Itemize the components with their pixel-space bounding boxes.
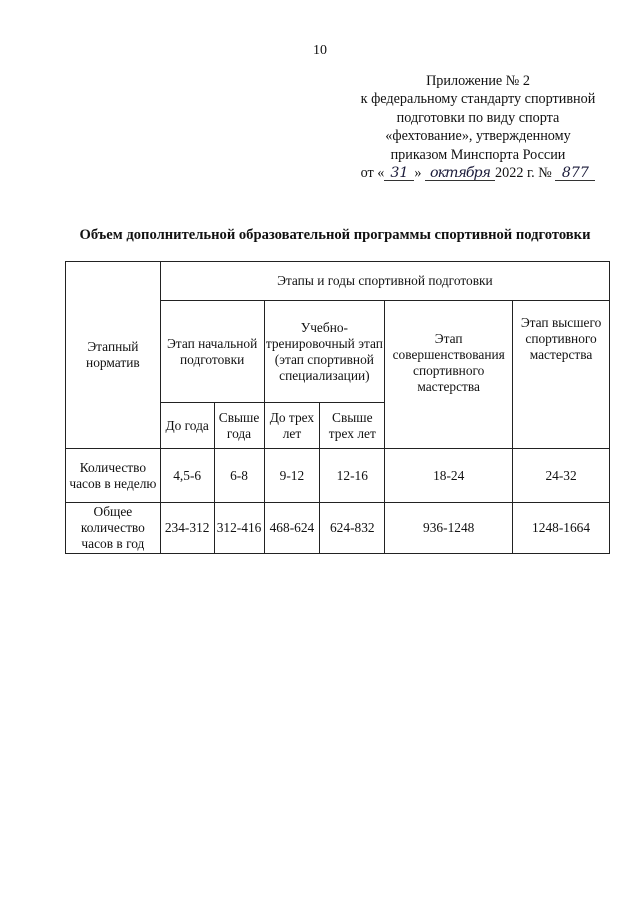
appendix-line-1: Приложение № 2 [426,73,530,89]
handwritten-order-number: 877 [555,166,595,181]
table-cell: 18-24 [385,449,513,503]
sub-training-up-to-3: До трех лет [264,403,320,449]
table-cell: 234-312 [160,503,214,554]
date-mid: » [414,165,422,182]
group-header-cell: Этапы и годы спортивной подготовки [160,262,609,301]
table-cell: 1248-1664 [513,503,610,554]
stage-training-header: Учебно-тренировочный этап (этап спортивной специализации) [264,301,385,403]
appendix-line-3: подготовки по виду спорта [396,109,560,126]
page-number: 10 [313,43,327,58]
table-cell: 9-12 [264,449,320,503]
table-cell: 624-832 [320,503,385,554]
table-cell: 24-32 [513,449,610,503]
handwritten-day: 31 [384,166,414,181]
row-label: Количество часов в неделю [66,449,161,503]
row-header-cell: Этапный норматив [66,262,161,449]
appendix-line-4: «фехтование», утвержденному [385,128,571,145]
handwritten-month: октября [425,166,495,181]
table-row [66,449,610,503]
year-text: 2022 г. № [495,165,552,182]
sub-initial-over-year: Свыше года [214,403,264,449]
document-title: Объем дополнительной образовательной программы спортивной подготовки [79,227,591,243]
stage-improvement-header: Этап совершенствования спортивного мастерства [385,301,513,449]
table-row [66,503,610,554]
appendix-header [330,72,626,182]
table-cell: 936-1248 [385,503,513,554]
row-label: Общее количество часов в год [66,503,161,554]
sub-training-over-3: Свыше трех лет [320,403,385,449]
table-cell: 4,5-6 [160,449,214,503]
table-cell: 6-8 [214,449,264,503]
table-cell: 312-416 [214,503,264,554]
table-cell: 468-624 [264,503,320,554]
stage-higher-header: Этап высшего спортивного мастерства [513,301,610,449]
norms-table [65,261,610,554]
stage-initial-header: Этап начальной подготовки [160,301,264,403]
table-cell: 12-16 [320,449,385,503]
appendix-line-2: к федеральному стандарту спортивной [360,91,596,108]
appendix-date-line [330,164,626,182]
date-prefix: от « [360,165,385,182]
appendix-line-5: приказом Минспорта России [390,146,566,163]
sub-initial-up-to-year: До года [160,403,214,449]
